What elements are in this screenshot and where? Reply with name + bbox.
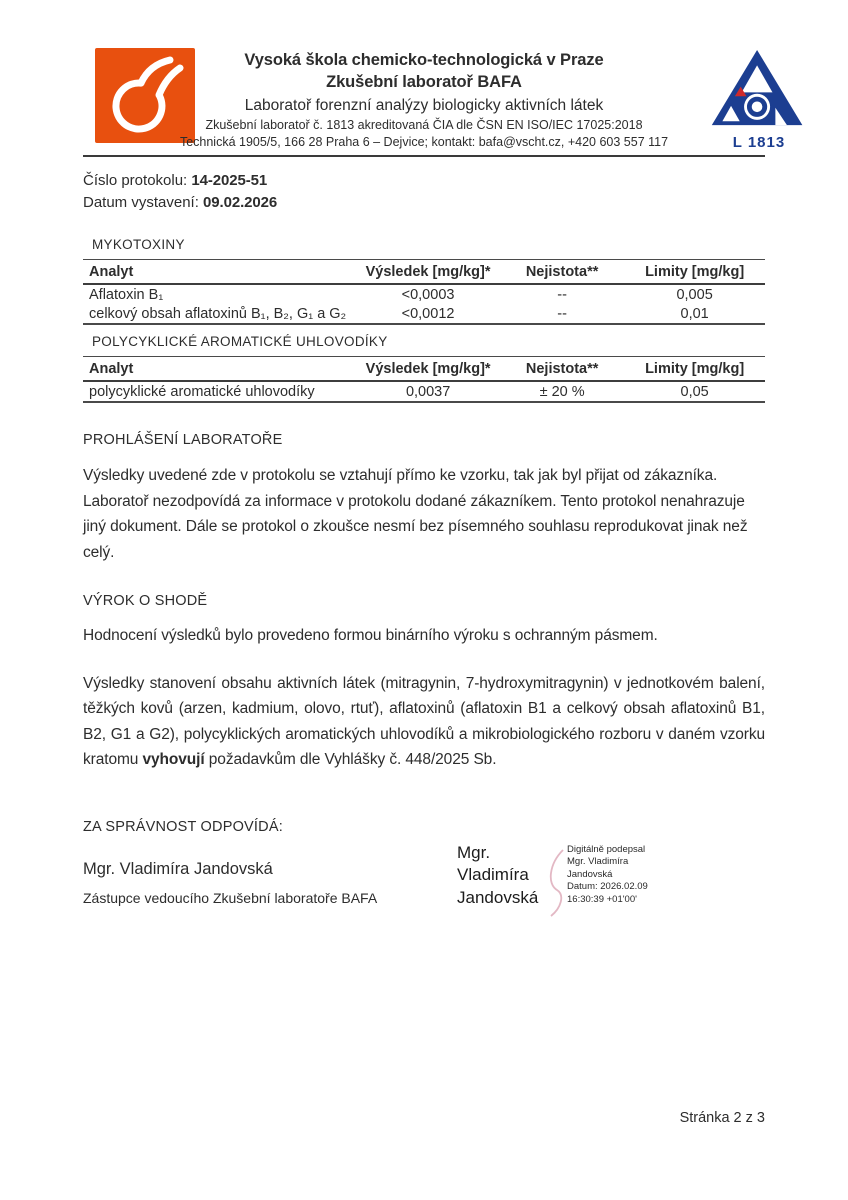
- protocol-number: 14-2025-51: [191, 172, 268, 189]
- accreditation-number: L 1813: [732, 134, 786, 151]
- col-analyt: Analyt: [89, 361, 134, 377]
- page-number: Stránka 2 z 3: [679, 1110, 765, 1126]
- issue-date-line: Datum vystavení: 09.02.2026: [83, 194, 278, 211]
- col-result: Výsledek [mg/kg]*: [365, 361, 491, 377]
- cia-triangle-icon: [706, 48, 812, 129]
- conclusion-verdict-word: vyhovují: [142, 751, 205, 768]
- protocol-meta: [83, 170, 765, 214]
- col-result: Výsledek [mg/kg]*: [365, 264, 491, 280]
- issue-date: 09.02.2026: [203, 194, 278, 211]
- letterhead: [164, 50, 684, 151]
- col-limit: Limity [mg/kg]: [645, 361, 745, 377]
- verdict-text: Hodnocení výsledků bylo provedeno formou binárního výroku s ochranným pásmem.: [83, 627, 658, 644]
- col-uncertainty: Nejistota**: [525, 264, 599, 280]
- section-title-pau: POLYCYKLICKÉ AROMATICKÉ UHLOVODÍKY: [92, 334, 388, 349]
- signatory-name: Mgr. Vladimíra Jandovská: [83, 859, 273, 878]
- signatory-role: Zástupce vedoucího Zkušební laboratoře BAFA: [83, 889, 378, 906]
- signature-flourish-icon: [545, 846, 567, 918]
- digital-signature-details: Digitálně podepsal Mgr. Vladimíra Jandovská Datum: 2026.02.09 16:30:39 +01'00': [567, 843, 648, 905]
- protocol-number-line: Číslo protokolu: 14-2025-51: [83, 172, 268, 189]
- lab-statement-heading: PROHLÁŠENÍ LABORATOŘE: [83, 432, 283, 448]
- col-uncertainty: Nejistota**: [525, 361, 599, 377]
- digital-signature-name: Mgr. Vladimíra Jandovská: [457, 842, 539, 907]
- digital-signature: [457, 842, 677, 918]
- signature-block: [83, 842, 765, 928]
- col-limit: Limity [mg/kg]: [645, 264, 745, 280]
- header-divider: [83, 155, 765, 157]
- table-row: celkový obsah aflatoxinů B₁, B₂, G₁ a G₂ <0,0012 -- 0,01: [89, 306, 709, 322]
- col-analyt: Analyt: [89, 264, 134, 280]
- responsible-heading: ZA SPRÁVNOST ODPOVÍDÁ:: [83, 818, 283, 835]
- table-row: Aflatoxin B₁ <0,0003 -- 0,005: [89, 287, 713, 303]
- conclusion-text: Výsledky stanovení obsahu aktivních látek (mitragynin, 7-hydroxymitragynin) v jednotkovém balení, těžkých kovů (arzen, kadmium, olovo, rtuť), aflatoxinů (aflatoxin B1 a celkový obsah aflatoxinů B1, B2, G1 a G2), polycyklických aromatických uhlovodíků a mikrobiologického rozboru v daném vzorku kratomu vyhovují požadavkům dle Vyhlášky č. 448/2025 Sb.: [83, 674, 765, 768]
- lab-full-name: Laboratoř forenzní analýzy biologicky aktivních látek: [244, 96, 604, 114]
- table-header-row: [83, 357, 765, 382]
- table-header-row: [83, 260, 765, 285]
- pau-table: [83, 356, 765, 403]
- verdict-heading: VÝROK O SHODĚ: [83, 593, 208, 609]
- table-row: polycyklické aromatické uhlovodíky 0,0037 ± 20 % 0,05: [89, 384, 709, 400]
- accreditation-line: Zkušební laboratoř č. 1813 akreditovaná ČIA dle ČSN EN ISO/IEC 17025:2018: [205, 117, 643, 132]
- section-title-mykotoxiny: MYKOTOXINY: [92, 237, 185, 252]
- org-name: Vysoká škola chemicko-technologická v Praze: [244, 51, 604, 69]
- lab-name: Zkušební laboratoř BAFA: [326, 72, 522, 91]
- mykotoxiny-table: [83, 259, 765, 325]
- lab-statement-text: Výsledky uvedené zde v protokolu se vztahují přímo ke vzorku, tak jak byl přijat od zákazníka. Laboratoř nezodpovídá za informace v protokolu dodané zákazníkem. Tento protokol nenahrazuje jiný dokument. Dále se protokol o zkoušce nesmí bez písemného souhlasu reprodukovat jinak než celý.: [83, 467, 748, 561]
- address-contact-line: Technická 1905/5, 166 28 Praha 6 – Dejvice; kontakt: bafa@vscht.cz, +420 603 557 117: [179, 135, 669, 150]
- cia-accreditation-logo: [704, 48, 814, 151]
